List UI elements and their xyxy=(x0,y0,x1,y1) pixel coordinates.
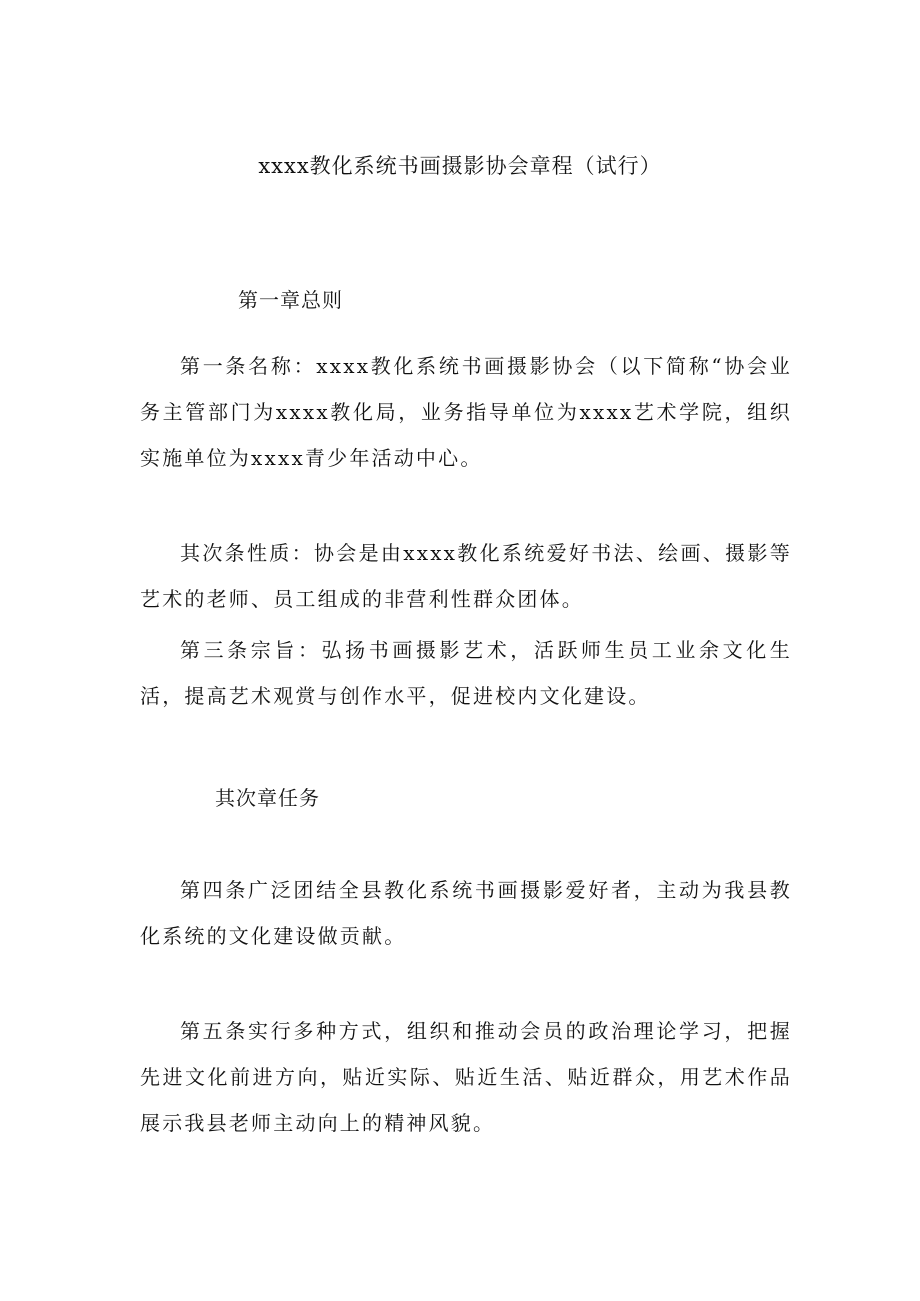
chapter-1-heading: 第一章总则 xyxy=(238,288,343,312)
article-4-paragraph: 第四条广泛团结全县教化系统书画摄影爱好者，主动为我县教化系统的文化建设做贡献。 xyxy=(140,878,792,948)
chapter-2-heading: 其次章任务 xyxy=(215,786,320,810)
document-title: xxxx教化系统书画摄影协会章程（试行） xyxy=(258,154,662,178)
article-5-paragraph: 第五条实行多种方式，组织和推动会员的政治理论学习，把握先进文化前进方向，贴近实际、贴近生活、贴近群众，用艺术作品展示我县老师主动向上的精神风貌。 xyxy=(140,1019,792,1135)
article-2-paragraph: 其次条性质：协会是由xxxx教化系统爱好书法、绘画、摄影等艺术的老师、员工组成的非营利性群众团体。 xyxy=(140,541,792,611)
article-1-paragraph: 第一条名称：xxxx教化系统书画摄影协会（以下简称“协会业务主管部门为xxxx教化局，业务指导单位为xxxx艺术学院，组织实施单位为xxxx青少年活动中心。 xyxy=(140,354,792,470)
article-3-paragraph: 第三条宗旨：弘扬书画摄影艺术，活跃师生员工业余文化生活，提高艺术观赏与创作水平，促进校内文化建设。 xyxy=(140,638,792,708)
